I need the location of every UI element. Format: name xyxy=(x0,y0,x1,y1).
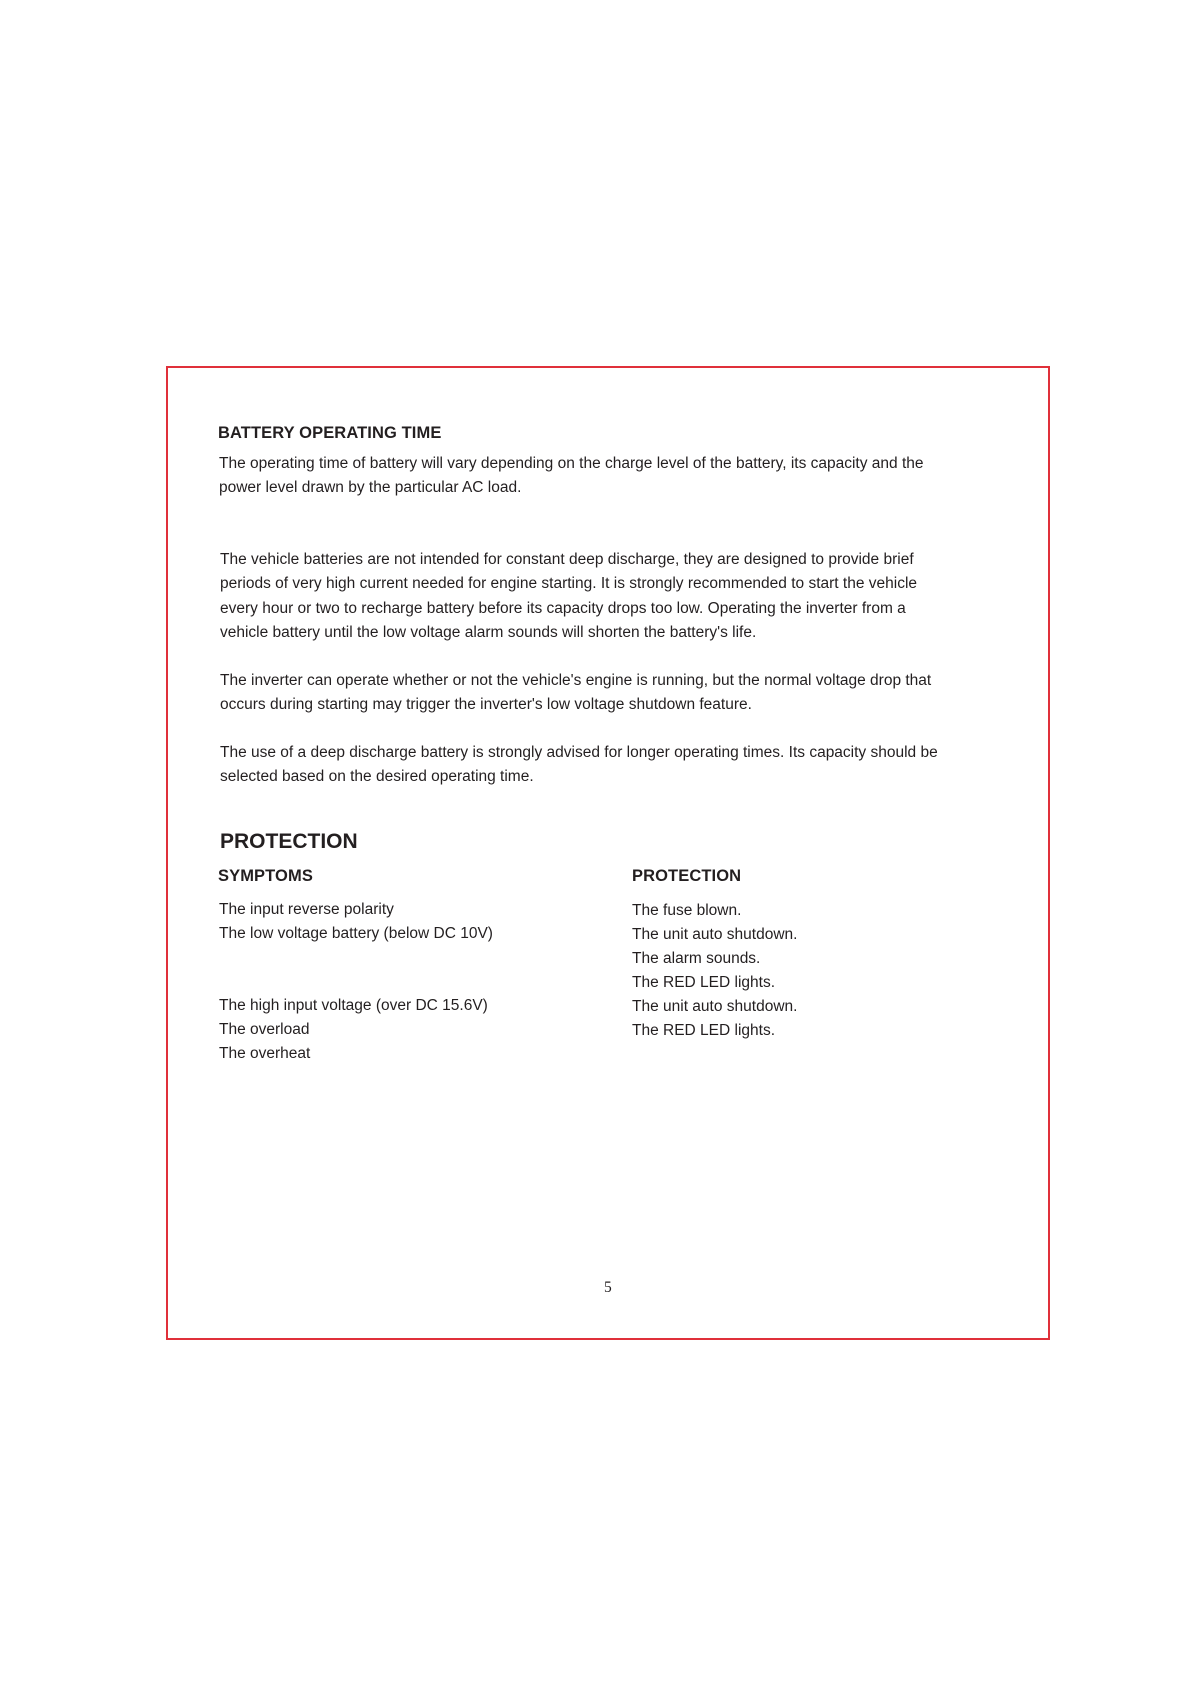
battery-paragraph-1 xyxy=(219,452,924,501)
paragraph-line: The inverter can operate whether or not the vehicle's engine is running, but the normal voltage drop that xyxy=(220,672,932,689)
paragraph-line: power level drawn by the particular AC load. xyxy=(219,479,522,497)
protection-section-title: PROTECTION xyxy=(220,830,358,853)
symptom-item: The high input voltage (over DC 15.6V) xyxy=(219,997,488,1014)
symptom-item: The overheat xyxy=(219,1045,311,1062)
paragraph-line: occurs during starting may trigger the inverter's low voltage shutdown feature. xyxy=(220,696,752,714)
battery-paragraph-4 xyxy=(220,741,938,790)
page-number: 5 xyxy=(604,1279,612,1296)
protection-column-header: PROTECTION xyxy=(632,867,742,885)
battery-paragraph-3 xyxy=(220,669,931,718)
battery-section-title: BATTERY OPERATING TIME xyxy=(218,424,442,442)
symptom-item: The low voltage battery (below DC 10V) xyxy=(219,925,493,942)
symptom-item: The overload xyxy=(219,1021,310,1038)
protection-item: The RED LED lights. xyxy=(632,1022,775,1039)
symptom-item: The input reverse polarity xyxy=(219,901,394,918)
paragraph-line: vehicle battery until the low voltage alarm sounds will shorten the battery's life. xyxy=(220,623,757,641)
protection-item: The unit auto shutdown. xyxy=(632,926,798,943)
paragraph-line: periods of very high current needed for engine starting. It is strongly recommended to start the vehicle xyxy=(220,575,918,593)
paragraph-line: selected based on the desired operating time. xyxy=(220,768,534,786)
paragraph-line: every hour or two to recharge battery before its capacity drops too low. Operating the inverter from a xyxy=(220,599,906,617)
battery-paragraph-2 xyxy=(220,548,917,645)
paragraph-line: The vehicle batteries are not intended for constant deep discharge, they are designed to provide brief xyxy=(220,551,914,568)
protection-item: The alarm sounds. xyxy=(632,950,761,967)
protection-item: The fuse blown. xyxy=(632,902,742,919)
protection-item: The unit auto shutdown. xyxy=(632,998,798,1015)
paragraph-line: The operating time of battery will vary depending on the charge level of the battery, its capacity and the xyxy=(219,455,924,472)
paragraph-line: The use of a deep discharge battery is strongly advised for longer operating times. Its capacity should be xyxy=(220,744,938,761)
symptoms-column-header: SYMPTOMS xyxy=(218,867,313,885)
protection-item: The RED LED lights. xyxy=(632,974,775,991)
